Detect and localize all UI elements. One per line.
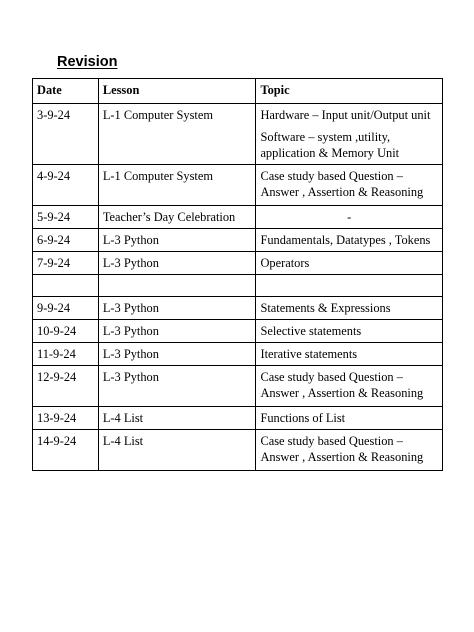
topic-line: Software – system ,utility, application & Memory Unit [260,130,400,160]
date-cell: 12-9-24 [33,366,99,407]
lesson-cell: L-1 Computer System [98,104,256,165]
lesson-cell: L-3 Python [98,320,256,343]
topic-cell: Case study based Question – Answer , Assertion & Reasoning [256,165,443,206]
topic-cell: Fundamentals, Datatypes , Tokens [256,229,443,252]
topic-line: Hardware – Input unit/Output unit [260,108,431,122]
lesson-cell: L-4 List [98,430,256,471]
page-title: Revision [57,54,118,70]
topic-cell: Selective statements [256,320,443,343]
lesson-cell [98,275,256,297]
date-cell: 7-9-24 [33,252,99,275]
topic-cell [256,275,443,297]
date-cell [33,275,99,297]
table-row [33,407,443,430]
date-cell: 6-9-24 [33,229,99,252]
topic-cell: Case study based Question – Answer , Assertion & Reasoning [256,366,443,407]
table-row [33,297,443,320]
topic-cell: Statements & Expressions [256,297,443,320]
table-row [33,229,443,252]
lesson-cell: L-3 Python [98,343,256,366]
table-row [33,430,443,471]
lesson-cell: L-3 Python [98,297,256,320]
topic-cell: Functions of List [256,407,443,430]
table-row-empty [33,275,443,297]
lesson-cell: Teacher’s Day Celebration [98,206,256,229]
table-header-row [33,79,443,104]
header-lesson: Lesson [98,79,256,104]
lesson-cell: L-3 Python [98,252,256,275]
lesson-cell: L-3 Python [98,229,256,252]
topic-cell: Operators [256,252,443,275]
date-cell: 11-9-24 [33,343,99,366]
table-row [33,252,443,275]
date-cell: 14-9-24 [33,430,99,471]
date-cell: 3-9-24 [33,104,99,165]
lesson-cell: L-3 Python [98,366,256,407]
topic-cell [256,104,443,165]
header-date: Date [33,79,99,104]
header-topic: Topic [256,79,443,104]
table-row [33,366,443,407]
topic-cell: Iterative statements [256,343,443,366]
topic-cell: Case study based Question – Answer , Assertion & Reasoning [256,430,443,471]
lesson-cell: L-4 List [98,407,256,430]
table-row [33,320,443,343]
lesson-cell: L-1 Computer System [98,165,256,206]
date-cell: 9-9-24 [33,297,99,320]
table-row [33,206,443,229]
date-cell: 5-9-24 [33,206,99,229]
revision-table [32,78,443,471]
date-cell: 13-9-24 [33,407,99,430]
table-row [33,104,443,165]
topic-cell: - [256,206,443,229]
date-cell: 4-9-24 [33,165,99,206]
table-row [33,165,443,206]
table-row [33,343,443,366]
date-cell: 10-9-24 [33,320,99,343]
